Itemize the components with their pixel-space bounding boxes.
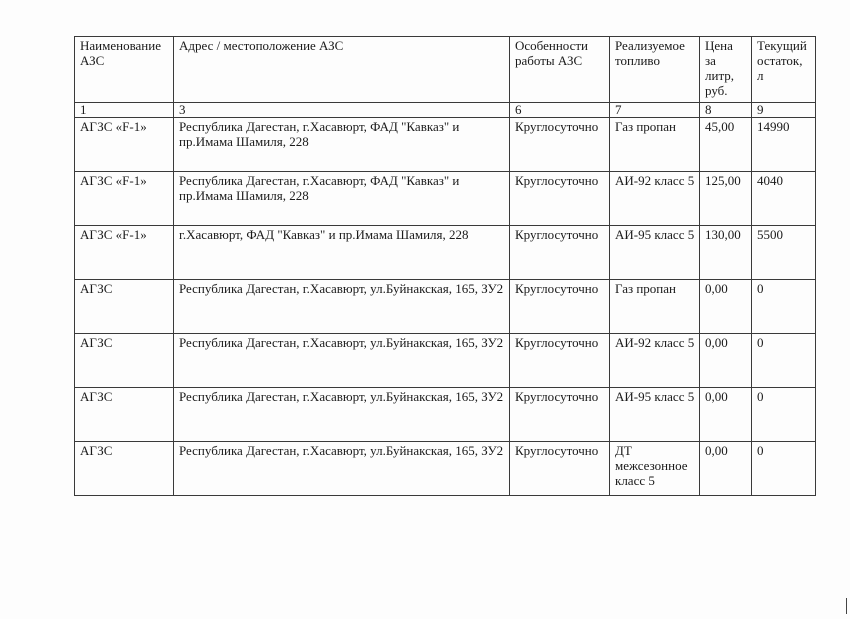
station-name-cell: АГЗС «F-1» <box>75 226 174 280</box>
address-cell: Республика Дагестан, г.Хасавюрт, ул.Буйнакская, 165, ЗУ2 <box>174 442 510 496</box>
column-number: 3 <box>174 103 510 118</box>
station-name-cell: АГЗС <box>75 442 174 496</box>
price-cell: 0,00 <box>700 280 752 334</box>
fuel-cell: АИ-95 класс 5 <box>610 388 700 442</box>
column-number: 1 <box>75 103 174 118</box>
price-cell: 0,00 <box>700 388 752 442</box>
station-name-cell: АГЗС <box>75 280 174 334</box>
station-name-cell: АГЗС <box>75 334 174 388</box>
table-row <box>75 334 816 388</box>
operating-cell: Круглосуточно <box>510 226 610 280</box>
table-row <box>75 280 816 334</box>
header-address: Адрес / местоположение АЗС <box>174 37 510 103</box>
price-cell: 0,00 <box>700 334 752 388</box>
fuel-cell: АИ-95 класс 5 <box>610 226 700 280</box>
address-cell: г.Хасавюрт, ФАД "Кавказ" и пр.Имама Шамиля, 228 <box>174 226 510 280</box>
operating-cell: Круглосуточно <box>510 172 610 226</box>
stock-cell: 4040 <box>752 172 816 226</box>
column-number: 7 <box>610 103 700 118</box>
stock-cell: 14990 <box>752 118 816 172</box>
price-cell: 45,00 <box>700 118 752 172</box>
table-header-row <box>75 37 816 103</box>
operating-cell: Круглосуточно <box>510 388 610 442</box>
column-number: 9 <box>752 103 816 118</box>
operating-cell: Круглосуточно <box>510 280 610 334</box>
table-row <box>75 118 816 172</box>
fuel-cell: АИ-92 класс 5 <box>610 334 700 388</box>
header-station-name: Наименование АЗС <box>75 37 174 103</box>
price-cell: 125,00 <box>700 172 752 226</box>
fuel-cell: АИ-92 класс 5 <box>610 172 700 226</box>
table-row <box>75 172 816 226</box>
station-name-cell: АГЗС «F-1» <box>75 118 174 172</box>
header-fuel-type: Реализуемое топливо <box>610 37 700 103</box>
stock-cell: 0 <box>752 334 816 388</box>
scan-edge-mark <box>846 598 847 614</box>
stock-cell: 0 <box>752 388 816 442</box>
fuel-cell: Газ пропан <box>610 280 700 334</box>
station-name-cell: АГЗС «F-1» <box>75 172 174 226</box>
column-number: 6 <box>510 103 610 118</box>
address-cell: Республика Дагестан, г.Хасавюрт, ул.Буйнакская, 165, ЗУ2 <box>174 388 510 442</box>
table-row <box>75 442 816 496</box>
operating-cell: Круглосуточно <box>510 334 610 388</box>
stock-cell: 0 <box>752 280 816 334</box>
header-current-stock: Текущий остаток, л <box>752 37 816 103</box>
fuel-cell: ДТ межсезонное класс 5 <box>610 442 700 496</box>
header-operating-features: Особенности работы АЗС <box>510 37 610 103</box>
column-number-row <box>75 103 816 118</box>
table-row <box>75 226 816 280</box>
gas-station-table <box>74 36 816 496</box>
price-cell: 130,00 <box>700 226 752 280</box>
station-name-cell: АГЗС <box>75 388 174 442</box>
stock-cell: 5500 <box>752 226 816 280</box>
column-number: 8 <box>700 103 752 118</box>
address-cell: Республика Дагестан, г.Хасавюрт, ул.Буйнакская, 165, ЗУ2 <box>174 280 510 334</box>
address-cell: Республика Дагестан, г.Хасавюрт, ФАД "Кавказ" и пр.Имама Шамиля, 228 <box>174 118 510 172</box>
table-row <box>75 388 816 442</box>
address-cell: Республика Дагестан, г.Хасавюрт, ул.Буйнакская, 165, ЗУ2 <box>174 334 510 388</box>
fuel-cell: Газ пропан <box>610 118 700 172</box>
price-cell: 0,00 <box>700 442 752 496</box>
header-price-per-liter: Цена за литр, руб. <box>700 37 752 103</box>
address-cell: Республика Дагестан, г.Хасавюрт, ФАД "Кавказ" и пр.Имама Шамиля, 228 <box>174 172 510 226</box>
operating-cell: Круглосуточно <box>510 442 610 496</box>
stock-cell: 0 <box>752 442 816 496</box>
operating-cell: Круглосуточно <box>510 118 610 172</box>
